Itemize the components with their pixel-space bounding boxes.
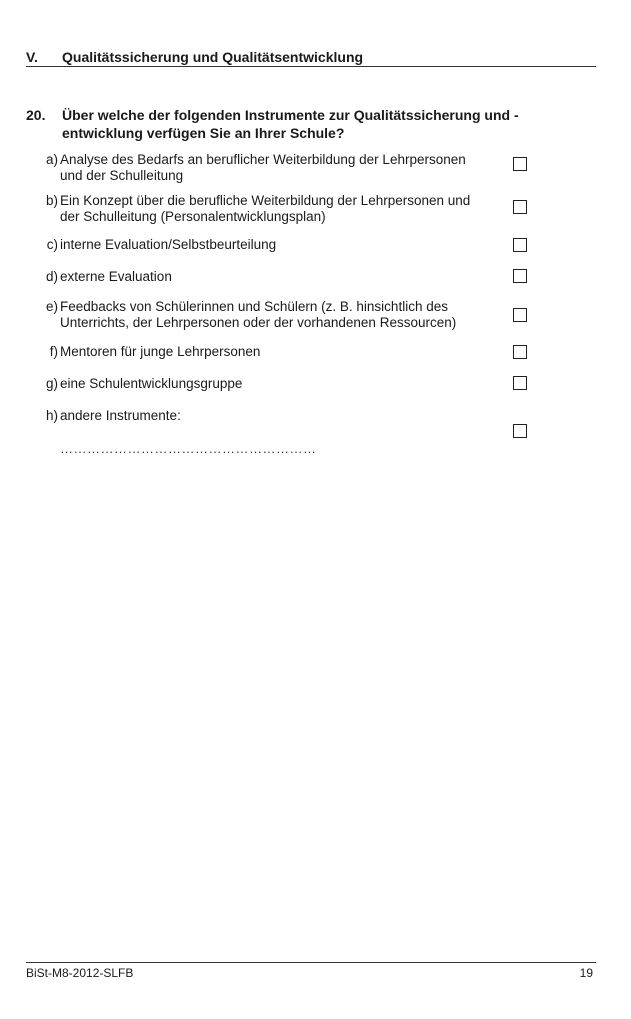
option-label: Analyse des Bedarfs an beruflicher Weiterbildung der Lehrpersonen und der Schulleitung xyxy=(60,152,466,183)
option-letter: d) xyxy=(45,269,58,284)
footer-divider xyxy=(26,962,596,963)
option-label: Ein Konzept über die berufliche Weiterbildung der Lehrpersonen und der Schulleitung (Personalentwicklungsplan) xyxy=(60,193,471,224)
option-e-checkbox[interactable] xyxy=(513,308,527,322)
option-letter: e) xyxy=(45,299,58,314)
other-instruments-field[interactable]: ………………………………………………… xyxy=(60,441,317,456)
option-d-checkbox[interactable] xyxy=(513,269,527,283)
question-number: 20. xyxy=(26,107,46,123)
option-letter: h) xyxy=(45,408,58,423)
option-letter: g) xyxy=(45,376,58,391)
option-a-checkbox[interactable] xyxy=(513,157,527,171)
section-divider xyxy=(26,66,596,67)
section-header xyxy=(26,48,596,66)
option-label: externe Evaluation xyxy=(60,269,172,284)
option-f-checkbox[interactable] xyxy=(513,345,527,359)
option-h-checkbox[interactable] xyxy=(513,424,527,438)
option-label: eine Schulentwicklungsgruppe xyxy=(60,376,243,391)
option-label: interne Evaluation/Selbstbeurteilung xyxy=(60,237,277,252)
option-c-checkbox[interactable] xyxy=(513,238,527,252)
option-b-checkbox[interactable] xyxy=(513,200,527,214)
section-title: Qualitätssicherung und Qualitätsentwicklung xyxy=(62,49,364,65)
document-code: BiSt-M8-2012-SLFB xyxy=(26,966,134,980)
option-letter: f) xyxy=(49,344,58,359)
option-label: andere Instrumente: xyxy=(60,408,181,423)
option-letter: a) xyxy=(45,152,58,167)
option-label: Feedbacks von Schülerinnen und Schülern (z. B. hinsichtlich des Unterrichts, der Lehrpersonen oder der vorhandenen Ressourcen) xyxy=(60,299,457,330)
option-g-checkbox[interactable] xyxy=(513,376,527,390)
question-text: Über welche der folgenden Instrumente zur Qualitätssicherung und -entwicklung verfügen Sie an Ihrer Schule? xyxy=(62,107,519,141)
option-label: Mentoren für junge Lehrpersonen xyxy=(60,344,261,359)
option-letter: c) xyxy=(46,237,58,252)
page-number: 19 xyxy=(579,966,593,980)
section-number: V. xyxy=(26,49,38,65)
option-letter: b) xyxy=(45,193,58,208)
